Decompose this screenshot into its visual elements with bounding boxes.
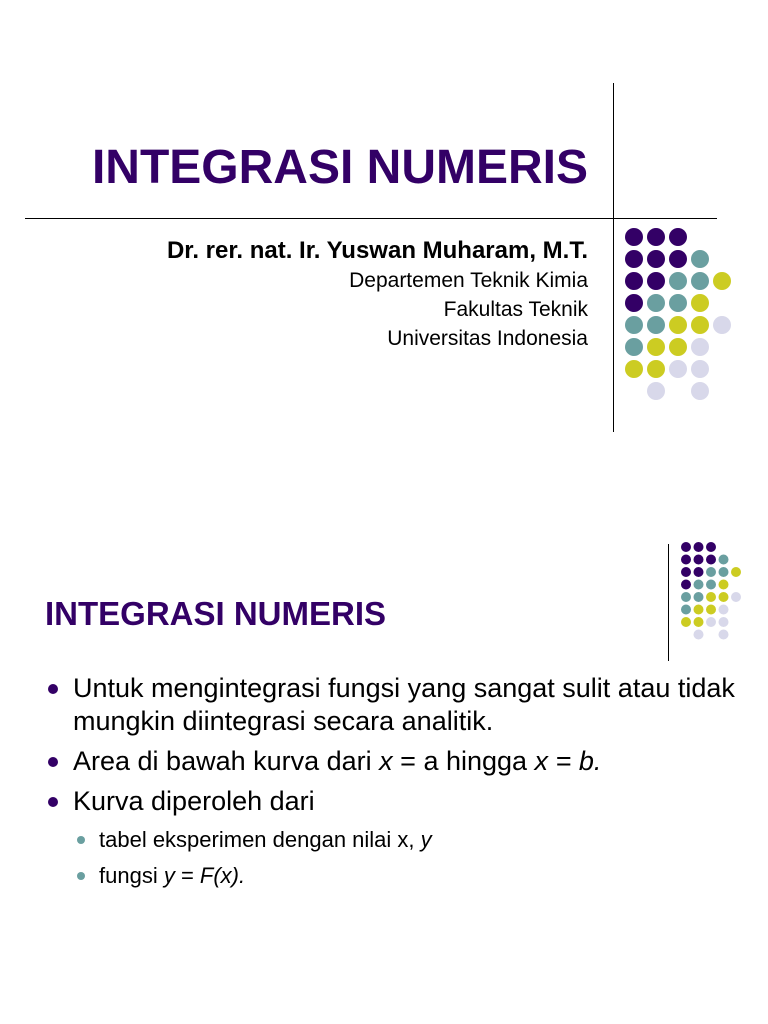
bullet-icon bbox=[48, 757, 58, 767]
decorative-dot bbox=[669, 338, 687, 356]
decorative-dot bbox=[719, 555, 729, 565]
decorative-dot-grid bbox=[681, 542, 761, 652]
sub-bullet-text: tabel eksperimen dengan nilai x, y bbox=[99, 827, 432, 852]
decorative-dot bbox=[691, 272, 709, 290]
bullet-list bbox=[45, 672, 745, 897]
slide-title: INTEGRASI NUMERIS bbox=[91, 141, 588, 194]
decorative-dot bbox=[647, 294, 665, 312]
bullet-text: Untuk mengintegrasi fungsi yang sangat sulit atau tidak mungkin diintegrasi secara analitik. bbox=[73, 673, 735, 736]
sub-bullet-item bbox=[45, 825, 745, 855]
decorative-dot bbox=[731, 567, 741, 577]
decorative-dot bbox=[625, 316, 643, 334]
decorative-dot bbox=[713, 316, 731, 334]
decorative-dot bbox=[681, 555, 691, 565]
bullet-item bbox=[45, 785, 745, 818]
decorative-dot bbox=[731, 592, 741, 602]
decorative-dot bbox=[719, 617, 729, 627]
bullet-text: Area di bawah kurva dari x = a hingga x = b. bbox=[73, 746, 602, 776]
decorative-dot bbox=[706, 555, 716, 565]
decorative-dot bbox=[681, 567, 691, 577]
author-name: Dr. rer. nat. Ir. Yuswan Muharam, M.T. bbox=[166, 237, 588, 264]
sub-bullet-icon bbox=[77, 836, 85, 844]
decorative-dot bbox=[681, 592, 691, 602]
decorative-dot bbox=[625, 294, 643, 312]
sub-bullet-text: fungsi y = F(x). bbox=[99, 863, 246, 888]
decorative-dot bbox=[625, 250, 643, 268]
content-slide bbox=[0, 512, 768, 1024]
decorative-dot bbox=[625, 360, 643, 378]
decorative-dot bbox=[681, 542, 691, 552]
decorative-dot bbox=[694, 580, 704, 590]
decorative-dot bbox=[706, 605, 716, 615]
decorative-dot bbox=[691, 360, 709, 378]
decorative-dot bbox=[647, 316, 665, 334]
bullet-item bbox=[45, 745, 745, 778]
decorative-dot bbox=[694, 542, 704, 552]
decorative-dot bbox=[681, 605, 691, 615]
decorative-dot bbox=[647, 338, 665, 356]
decorative-dot bbox=[694, 567, 704, 577]
affiliation-university: Universitas Indonesia bbox=[387, 327, 588, 350]
bullet-icon bbox=[48, 684, 58, 694]
sub-bullet-item bbox=[45, 861, 745, 891]
sub-bullet-icon bbox=[77, 872, 85, 880]
affiliation-faculty: Fakultas Teknik bbox=[443, 298, 588, 321]
vertical-divider bbox=[668, 544, 669, 661]
decorative-dot bbox=[719, 592, 729, 602]
decorative-dot bbox=[681, 580, 691, 590]
decorative-dot bbox=[647, 250, 665, 268]
decorative-dot bbox=[719, 605, 729, 615]
decorative-dot bbox=[625, 272, 643, 290]
decorative-dot bbox=[706, 542, 716, 552]
decorative-dot bbox=[647, 228, 665, 246]
decorative-dot bbox=[647, 382, 665, 400]
decorative-dot bbox=[691, 294, 709, 312]
bullet-item bbox=[45, 672, 745, 738]
decorative-dot bbox=[647, 360, 665, 378]
decorative-dot bbox=[647, 272, 665, 290]
decorative-dot bbox=[719, 630, 729, 640]
decorative-dot-grid bbox=[625, 228, 745, 406]
decorative-dot bbox=[706, 592, 716, 602]
decorative-dot bbox=[669, 272, 687, 290]
decorative-dot bbox=[669, 250, 687, 268]
slide-title: INTEGRASI NUMERIS bbox=[45, 595, 387, 632]
decorative-dot bbox=[706, 567, 716, 577]
decorative-dot bbox=[691, 382, 709, 400]
decorative-dot bbox=[625, 338, 643, 356]
decorative-dot bbox=[694, 605, 704, 615]
decorative-dot bbox=[694, 617, 704, 627]
decorative-dot bbox=[719, 567, 729, 577]
decorative-dot bbox=[706, 617, 716, 627]
decorative-dot bbox=[691, 316, 709, 334]
decorative-dot bbox=[713, 272, 731, 290]
decorative-dot bbox=[691, 338, 709, 356]
decorative-dot bbox=[669, 316, 687, 334]
decorative-dot bbox=[669, 228, 687, 246]
bullet-icon bbox=[48, 797, 58, 807]
decorative-dot bbox=[669, 360, 687, 378]
decorative-dot bbox=[669, 294, 687, 312]
decorative-dot bbox=[681, 617, 691, 627]
bullet-text: Kurva diperoleh dari bbox=[73, 786, 315, 816]
decorative-dot bbox=[625, 228, 643, 246]
decorative-dot bbox=[706, 580, 716, 590]
vertical-divider bbox=[613, 83, 614, 432]
affiliation-department: Departemen Teknik Kimia bbox=[349, 269, 588, 292]
horizontal-divider bbox=[25, 218, 717, 219]
decorative-dot bbox=[719, 580, 729, 590]
decorative-dot bbox=[694, 630, 704, 640]
decorative-dot bbox=[694, 592, 704, 602]
decorative-dot bbox=[691, 250, 709, 268]
decorative-dot bbox=[694, 555, 704, 565]
